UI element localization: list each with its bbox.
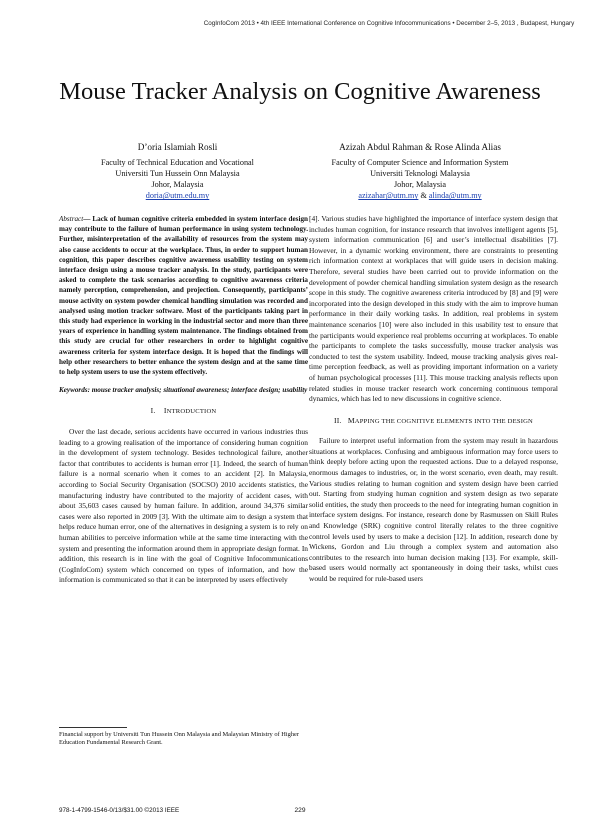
author-name: Azizah Abdul Rahman & Rose Alinda Alias bbox=[339, 142, 501, 152]
author-university: Universiti Tun Hussein Onn Malaysia bbox=[115, 169, 240, 179]
author-name: D’oria Islamiah Rosli bbox=[137, 142, 218, 152]
abstract-text: — Lack of human cognitive criteria embedded in system interface design may contribute to the failure of human performance in using system technology. Further, misinterpretation of the availability of resources from the system may also cause accidents to occur at the workplace. Thus, in order to support human cognition, this paper describes cognitive awareness usability testing on system interface design using a mouse tracker analysis. In the study, participants were asked to complete the task scenarios according to cognitive awareness criteria namely perception, comprehension, and projection. Consequently, participants’ mouse activity on system powder chemical handling simulation was recorded and analysed using motion tracker software. Most of the participants taking part in this study had experience in working in the industrial sector and more than three years of experience in handling system maintenance. The findings obtained from this study are crucial for other researchers in order to highlight cognitive awareness criteria for system interface design. It is hoped that the findings will help other researchers to better enhance the system design and at the same time to help system users to use the system effectively. bbox=[59, 215, 308, 377]
section-heading-introduction bbox=[59, 406, 308, 418]
keywords: Keywords: mouse tracker analysis; situational awareness; interface design; usability bbox=[59, 386, 308, 395]
body-paragraph: Over the last decade, serious accidents have occurred in various industries thus leading to a growing realisation of the importance of considering human cognition in the development of system technology. Besides technological failure, another factor that contributes to accidents is human error [1]. Indeed, the search of human failure is a normal scenario when it comes to an accident [2]. In Malaysia, according to Social Security Organisation (SOCSO) 2010 accidents statistics, the manufacturing industry have contributed to the majority of accident cases, with about 35,603 cases caused by human failure. In addition, around 34,376 similar cases were also reported in 2009 [3]. With the ultimate aim to design a system that helps reduce human error, one of the alternatives in designing a system is to rely on human abilities to perceive information while at the same time interacting with the system and presenting the information around them in appropriate design format. In addition, this research is in line with the goal of Cognitive Infocommunications (CogInfoCom) system which concerned on types of information, and how the information is communicated so that it can be interpreted by users effectively bbox=[59, 427, 308, 585]
author-email-link[interactable]: azizahar@utm.my bbox=[358, 191, 419, 201]
footnote-divider bbox=[59, 727, 127, 728]
left-column bbox=[59, 214, 308, 586]
page-number: 229 bbox=[294, 807, 306, 814]
abstract-label: Abstract bbox=[59, 215, 84, 223]
paper-title: Mouse Tracker Analysis on Cognitive Awareness bbox=[59, 78, 541, 105]
author-university: Universiti Teknologi Malaysia bbox=[370, 169, 470, 179]
conference-header: CogInfoCom 2013 • 4th IEEE International Conference on Cognitive Infocommunications • December 2–5, 2013 , Budapest, Hungary bbox=[203, 20, 575, 27]
author-affiliation: Faculty of Computer Science and Information System bbox=[331, 158, 509, 168]
body-paragraph: [4]. Various studies have highlighted the importance of interface system design that includes human cognition, for instance research that involves intelligent agents [5], system information communication [6] and user’s intellectual disabilities [7]. However, in a dynamic working environment, there are constraints to presenting rich information context at workplaces that will guide users in decision making. Therefore, several studies have been carried out to provide information on the development of powder chemical handling simulation system design as the research scope in this study. The cognitive awareness criteria introduced by [8] and [9] were incorporated into the design developed in this study with the aim to improve human performance in their daily working tasks. In addition, real problems in system maintenance scenarios [10] were also included in this usability test to ensure that the participants would experience real problems occurring at workplaces. To enable the participants to complete the tasks successfully, mouse tracker analysis was conducted to test the system usability. Indeed, mouse tracking analysis gives real-time perception feedback, as well as providing important information on a variety of human psychological processes [11]. This mouse tracking analysis reflects upon related studies in mouse tracker research work concerning continuous temporal dynamics, which has led to new discussions in cognitive science. bbox=[309, 214, 558, 404]
author-email-link[interactable]: doria@utm.edu.my bbox=[145, 191, 210, 201]
section-heading-mapping bbox=[309, 416, 558, 428]
section-number: I. bbox=[150, 406, 156, 416]
right-column bbox=[309, 214, 558, 585]
copyright-line: 978-1-4799-1546-0/13/$31.00 ©2013 IEEE bbox=[59, 807, 180, 814]
section-title-initial: I bbox=[163, 406, 167, 416]
section-title-initial: M bbox=[347, 415, 355, 425]
author-block-2 bbox=[300, 142, 540, 201]
section-title-rest: APPING THE COGNITIVE ELEMENTS INTO THE DESIGN bbox=[354, 417, 534, 425]
section-number: II. bbox=[333, 415, 342, 425]
author-location: Johor, Malaysia bbox=[151, 180, 204, 190]
author-emails bbox=[300, 190, 540, 201]
author-email-link[interactable]: alinda@utm.my bbox=[428, 191, 482, 201]
section-title-rest: NTRODUCTION bbox=[166, 408, 217, 416]
email-separator: & bbox=[418, 191, 429, 201]
abstract bbox=[59, 214, 308, 377]
author-affiliation: Faculty of Technical Education and Vocational bbox=[101, 158, 254, 168]
author-location: Johor, Malaysia bbox=[394, 180, 446, 190]
body-paragraph: Failure to interpret useful information from the system may result in hazardous situations at workplaces. Confusing and ambiguous information may force users to think deeply before acting upon the requested actions. Due to a delayed response, enormous damages to industries, or, in the worst scenario, even death, may result. Various studies relating to human cognition and system design have been carried out. Starting from studying human cognition and system design as two separate solid entities, the study then proceeds to the need for integrating human cognition in interface system designs. For instance, research done by Rasmussen on Skill Rules and Knowledge (SRK) cognitive control literally relates to the three cognitive control levels used by users to make a decision [12]. In addition, research done by Wickens, Gordon and Liu through a complex system and automation also contributes to the research into human decision making [13]. For example, skill-based users would normally act spontaneously in doing their tasks, whilst cues would be required for rule-based users bbox=[309, 436, 558, 583]
author-block-1 bbox=[60, 142, 295, 201]
footnote: Financial support by Universiti Tun Hussein Onn Malaysia and Malaysian Ministry of Higher Education Fundamental Research Grant. bbox=[59, 731, 299, 747]
